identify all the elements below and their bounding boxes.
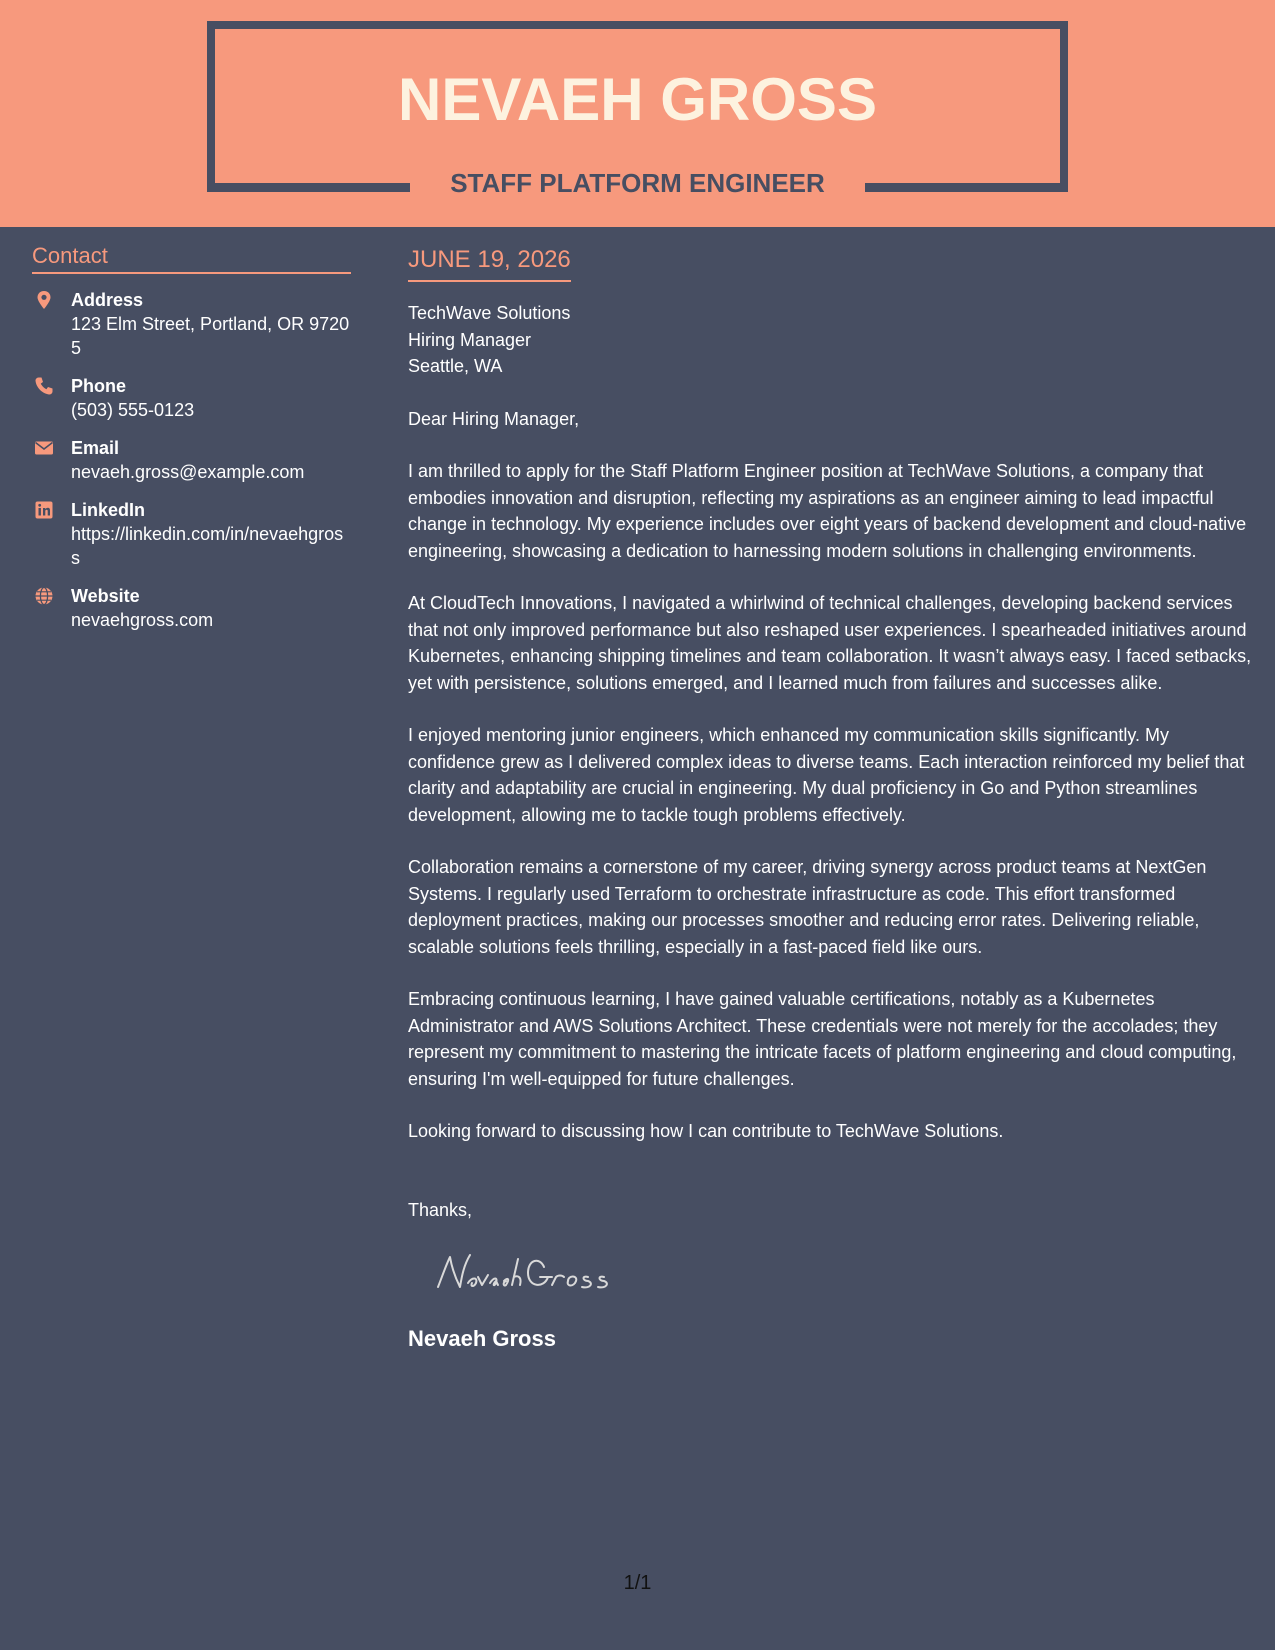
phone-label: Phone (71, 376, 127, 396)
website-label: Website (71, 586, 140, 606)
page-number: 1/1 (623, 1572, 652, 1594)
contact-phone (32, 374, 351, 422)
letter-date: JUNE 19, 2026 (408, 244, 571, 282)
recipient-role: Hiring Manager (408, 329, 532, 350)
address-value: 123 Elm Street, Portland, OR 97205 (71, 314, 350, 358)
paragraph-1: I am thrilled to apply for the Staff Platform Engineer position at TechWave Solutions, a company that embodies innovation and disruption, reflecting my aspirations as an engineer aiming to lead impactful change in technology. My experience includes over eight years of backend development and cloud-native engineering, showcasing a dedication to harnessing modern solutions in challenging environments. (408, 461, 1247, 561)
job-title: STAFF PLATFORM ENGINEER (450, 168, 825, 198)
envelope-icon (34, 438, 54, 458)
contact-sidebar (32, 242, 351, 646)
paragraph-3: I enjoyed mentoring junior engineers, which enhanced my communication skills significantly. My confidence grew as I delivered complex ideas to diverse teams. Each interaction reinforced my belief that clarity and adaptability are crucial in engineering. My dual proficiency in Go and Python streamlines development, allowing me to tackle tough problems effectively. (408, 725, 1245, 825)
paragraph-4: Collaboration remains a cornerstone of my career, driving synergy across product teams at NextGen Systems. I regularly used Terraform to orchestrate infrastructure as code. This effort transformed deployment practices, making our processes smoother and reducing error rates. Delivering reliable, scalable solutions feels thrilling, especially in a fast-paced field like ours. (408, 857, 1207, 957)
contact-linkedin (32, 498, 351, 570)
paragraph-5: Embracing continuous learning, I have gained valuable certifications, notably as a Kubernetes Administrator and AWS Solutions Architect. These credentials were not merely for the accolades; they represent my commitment to mastering the intricate facets of platform engineering and cloud computing, ensuring I'm well-equipped for future challenges. (408, 989, 1237, 1089)
linkedin-label: LinkedIn (71, 500, 146, 520)
email-value: nevaeh.gross@example.com (71, 462, 305, 482)
address-label: Address (71, 290, 144, 310)
signature-image (432, 1234, 662, 1297)
closing: Thanks, (408, 1199, 473, 1220)
contact-heading: Contact (32, 242, 351, 274)
signature-text: Nevaeh Gross (432, 1234, 535, 1251)
location-pin-icon (34, 290, 54, 310)
recipient-location: Seattle, WA (408, 356, 503, 376)
paragraph-6: Looking forward to discussing how I can contribute to TechWave Solutions. (408, 1121, 1004, 1141)
contact-address (32, 288, 351, 360)
applicant-name: NEVAEH GROSS (398, 66, 877, 133)
phone-value: (503) 555-0123 (71, 400, 195, 420)
recipient-company: TechWave Solutions (408, 303, 571, 323)
contact-website (32, 584, 351, 632)
signer-name: Nevaeh Gross (408, 1326, 556, 1351)
letter-body (408, 244, 1253, 1354)
email-label: Email (71, 438, 120, 458)
recipient-block (408, 300, 1253, 380)
linkedin-value: https://linkedin.com/in/nevaehgross (71, 524, 344, 568)
globe-icon (34, 586, 54, 606)
website-value: nevaehgross.com (71, 610, 214, 630)
contact-email (32, 436, 351, 484)
phone-icon (34, 376, 54, 396)
paragraph-2: At CloudTech Innovations, I navigated a whirlwind of technical challenges, developing backend services that not only improved performance but also reshaped user experiences. I spearheaded initiatives around Kubernetes, enhancing shipping timelines and team collaboration. It wasn’t always easy. I faced setbacks, yet with persistence, solutions emerged, and I learned much from failures and successes alike. (408, 593, 1252, 693)
linkedin-icon (34, 500, 54, 520)
salutation: Dear Hiring Manager, (408, 408, 580, 429)
header-band (0, 0, 1275, 227)
